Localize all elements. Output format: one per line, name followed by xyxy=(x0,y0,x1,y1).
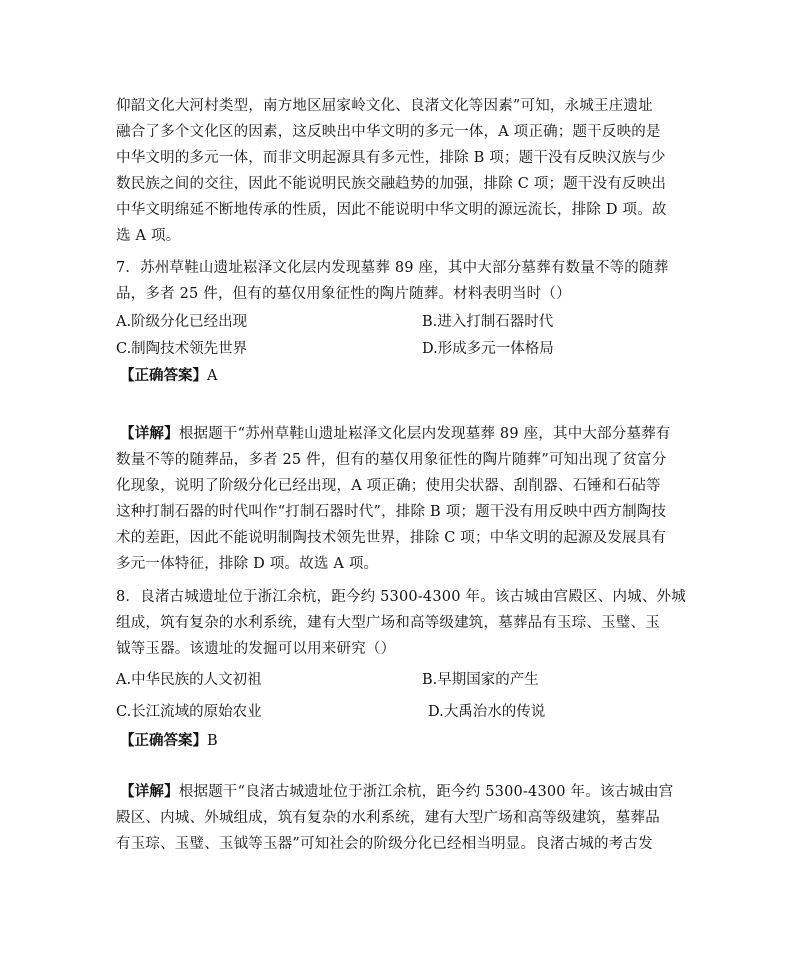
text-line: 中华文明的多元一体，而非文明起源具有多元性，排除 B 项；题干没有反映汉族与少 xyxy=(116,150,666,166)
question-8-stem: 钺等玉器。该遗址的发掘可以用来研究（） xyxy=(116,641,396,657)
question-8-option-c: C.长江流域的原始农业 xyxy=(116,704,262,720)
question-8-option-d: D.大禹治水的传说 xyxy=(428,704,546,720)
question-8-option-a: A.中华民族的人文初祖 xyxy=(116,672,262,688)
question-7-detail: 这种打制石器的时代叫作“打制石器时代”，排除 B 项；题干没有用反映中西方制陶技 xyxy=(116,504,667,520)
question-7-answer xyxy=(120,366,217,386)
detail-label: 【详解】 xyxy=(120,425,179,442)
answer-label: 【正确答案】 xyxy=(120,732,207,749)
question-8-detail xyxy=(120,782,673,802)
detail-text: 根据题干“良渚古城遗址位于浙江余杭，距今约 5300-4300 年。该古城由宫 xyxy=(178,784,674,800)
question-7-detail: 数量不等的随葬品，多者 25 件，但有的墓仅用象征性的陶片随葬”可知出现了贫富分 xyxy=(116,452,667,468)
answer-value: B xyxy=(207,733,218,749)
question-7-option-b: B.进入打制石器时代 xyxy=(422,314,554,330)
answer-label: 【正确答案】 xyxy=(120,367,207,384)
text-line: 中华文明绵延不断地传承的性质，因此不能说明中华文明的源远流长，排除 D 项。故 xyxy=(116,202,667,218)
question-7-stem: 品，多者 25 件，但有的墓仅用象征性的陶片随葬。材料表明当时（） xyxy=(116,286,571,302)
detail-label: 【详解】 xyxy=(120,783,179,800)
question-7-detail: 术的差距，因此不能说明制陶技术领先世界，排除 C 项；中华文明的起源及发展具有 xyxy=(116,530,667,546)
detail-text: 根据题干“苏州草鞋山遗址崧泽文化层内发现墓葬 89 座，其中大部分墓葬有 xyxy=(178,426,671,442)
question-7-option-a: A.阶级分化已经出现 xyxy=(116,314,248,330)
answer-value: A xyxy=(207,368,218,384)
question-7-detail: 多元一体特征，排除 D 项。故选 A 项。 xyxy=(116,556,379,572)
text-line: 仰韶文化大河村类型，南方地区屈家岭文化、良渚文化等因素”可知，永城王庄遗址 xyxy=(116,98,653,114)
text-line: 数民族之间的交往，因此不能说明民族交融趋势的加强，排除 C 项；题干没有反映出 xyxy=(116,176,667,192)
question-8-stem: 组成，筑有复杂的水利系统，建有大型广场和高等级建筑，墓葬品有玉琮、玉璧、玉 xyxy=(116,615,660,631)
question-8-detail: 殿区、内城、外城组成，筑有复杂的水利系统，建有大型广场和高等级建筑，墓葬品 xyxy=(116,810,660,826)
question-7-detail: 化现象，说明了阶级分化已经出现，A 项正确；使用尖状器、刮削器、石锤和石砧等 xyxy=(116,478,661,494)
question-8-option-b: B.早期国家的产生 xyxy=(422,672,539,688)
question-8-detail: 有玉琮、玉璧、玉钺等玉器”可知社会的阶级分化已经相当明显。良渚古城的考古发 xyxy=(116,836,653,852)
question-7-stem: 7．苏州草鞋山遗址崧泽文化层内发现墓葬 89 座，其中大部分墓葬有数量不等的随葬 xyxy=(116,260,669,276)
text-line: 选 A 项。 xyxy=(116,228,181,244)
question-7-detail xyxy=(120,424,671,444)
question-7-option-c: C.制陶技术领先世界 xyxy=(116,341,248,357)
question-8-answer xyxy=(120,731,218,751)
text-line: 融合了多个文化区的因素，这反映出中华文明的多元一体，A 项正确；题干反映的是 xyxy=(116,124,661,140)
question-8-stem: 8．良渚古城遗址位于浙江余杭，距今约 5300-4300 年。该古城由宫殿区、内城、外城 xyxy=(116,589,686,605)
question-7-option-d: D.形成多元一体格局 xyxy=(422,341,554,357)
